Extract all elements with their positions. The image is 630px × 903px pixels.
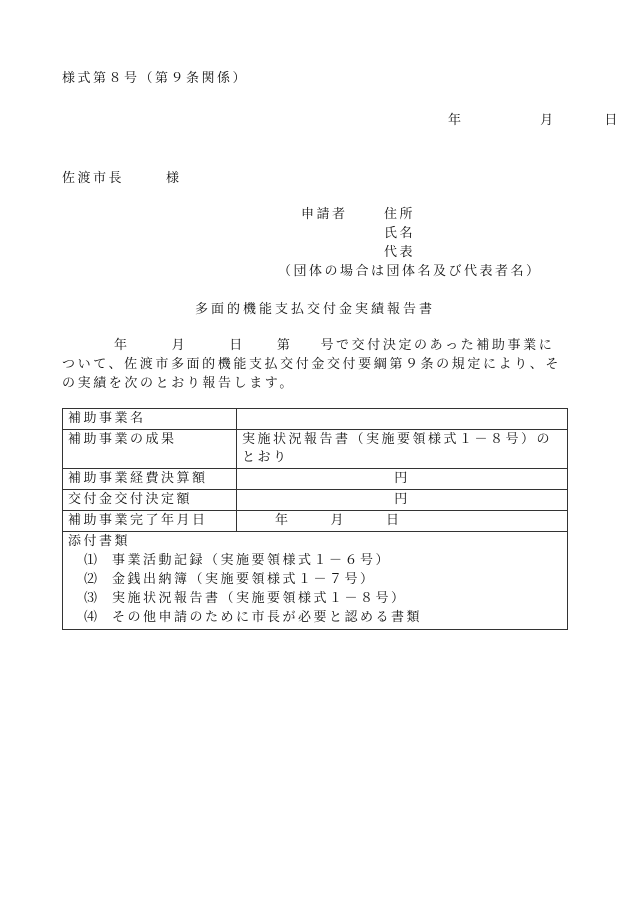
applicant-note: （団体の場合は団体名及び代表者名） — [278, 264, 542, 279]
row-label: 補助事業の成果 — [63, 430, 237, 469]
date-year: 年 — [448, 113, 464, 128]
attachments-list — [68, 551, 562, 627]
body-day: 日 — [229, 338, 245, 353]
table-row — [63, 490, 568, 511]
table-row — [63, 409, 568, 430]
addressee-name: 佐渡市長 — [62, 171, 125, 186]
completion-day: 日 — [386, 513, 402, 528]
applicant-label: 申請者 — [301, 207, 348, 222]
form-number: 様式第８号（第９条関係） — [62, 71, 249, 86]
name-label: 氏名 — [384, 226, 416, 241]
document-title: 多面的機能支払交付金実績報告書 — [194, 302, 435, 317]
table-row — [63, 532, 568, 630]
attachments-cell — [63, 532, 568, 630]
representative-label: 代表 — [384, 245, 416, 260]
table-row — [63, 469, 568, 490]
list-item — [68, 570, 562, 589]
addressee-honorific: 様 — [166, 171, 182, 186]
attachments-label: 添付書類 — [68, 534, 131, 549]
attachment-text: 実施状況報告書（実施要領様式１－８号） — [112, 591, 407, 606]
date-day: 日 — [604, 113, 620, 128]
completion-month: 月 — [330, 513, 347, 528]
row-label: 交付金交付決定額 — [63, 490, 237, 511]
row-value: 円 — [237, 490, 568, 511]
address-label: 住所 — [384, 207, 416, 222]
list-item — [68, 608, 562, 627]
body-no-prefix: 第 — [276, 338, 293, 353]
row-value: 実施状況報告書（実施要領様式１－８号）のとおり — [237, 430, 568, 469]
attachment-number: ⑶ — [84, 591, 98, 606]
body-text: 号で交付決定のあった補助事業について、佐渡市多面的機能支払交付金交付要綱第９条の規定により、その実績を次のとおり報告します。 — [62, 338, 561, 391]
attachment-number: ⑵ — [84, 572, 98, 587]
completion-date-value — [237, 511, 568, 532]
row-label: 補助事業名 — [63, 409, 237, 430]
attachment-number: ⑷ — [84, 610, 98, 625]
attachment-text: 金銭出納簿（実施要領様式１－７号） — [112, 572, 376, 587]
row-label: 補助事業経費決算額 — [63, 469, 237, 490]
list-item — [68, 589, 562, 608]
attachment-number: ⑴ — [84, 553, 98, 568]
row-value — [237, 409, 568, 430]
report-table — [62, 408, 568, 630]
table-row — [63, 511, 568, 532]
completion-year: 年 — [275, 513, 291, 528]
attachment-text: その他申請のために市長が必要と認める書類 — [112, 610, 423, 625]
table-row — [63, 430, 568, 469]
body-year: 年 — [114, 338, 130, 353]
body-paragraph — [62, 336, 568, 393]
submission-date — [448, 109, 620, 128]
attachment-text: 事業活動記録（実施要領様式１－６号） — [112, 553, 392, 568]
row-value: 円 — [237, 469, 568, 490]
date-month: 月 — [540, 113, 556, 128]
addressee — [62, 167, 182, 186]
body-month: 月 — [171, 338, 188, 353]
list-item — [68, 551, 562, 570]
row-label: 補助事業完了年月日 — [63, 511, 237, 532]
